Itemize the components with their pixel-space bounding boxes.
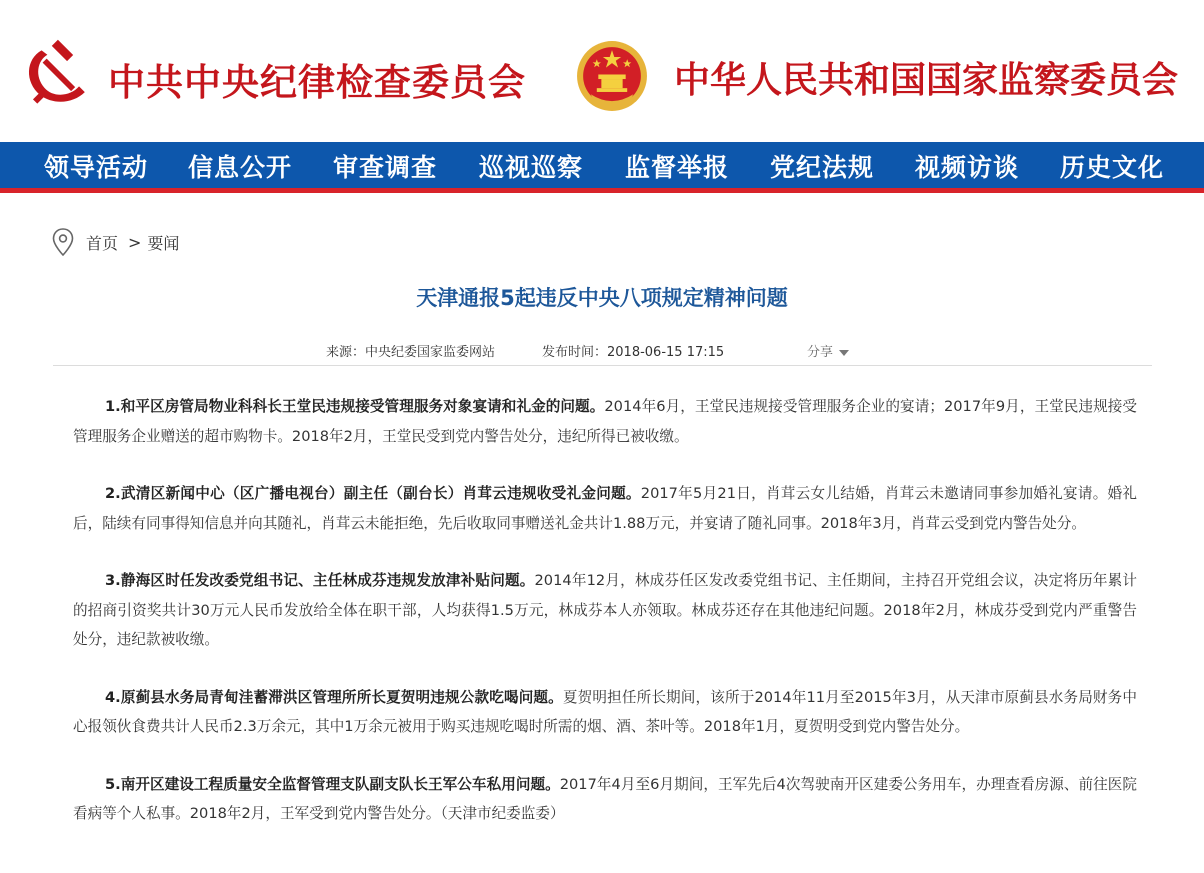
site-header (0, 0, 1204, 142)
breadcrumb-current-link[interactable]: 要闻 (147, 233, 180, 253)
header-title-left: 中共中央纪律检查委员会 (108, 60, 526, 104)
nav-item-history-culture[interactable]: 历史文化 (1060, 153, 1165, 182)
paragraph-text: 2017年5月21日，肖茸云女儿结婚，肖茸云未邀请同事参加婚礼宴请。婚礼后，陆续有同事得知信息并向其随礼，肖茸云未能拒绝，先后收取同事赠送礼金共计1.88万元，并宴请了随礼同事。2018年3月，肖茸云受到党内警告处分。 (73, 485, 1138, 532)
nav-item-leadership[interactable]: 领导活动 (44, 153, 149, 182)
article-paragraph (73, 683, 1137, 742)
article-paragraph (73, 479, 1137, 538)
paragraph-heading: 4.原蓟县水务局青甸洼蓄滞洪区管理所所长夏贺明违规公款吃喝问题。 (105, 688, 563, 706)
nav-item-party-regulations[interactable]: 党纪法规 (770, 153, 875, 182)
nav-item-info-disclosure[interactable]: 信息公开 (188, 153, 293, 182)
article-source (326, 341, 495, 360)
paragraph-heading: 1.和平区房管局物业科科长王堂民违规接受管理服务对象宴请和礼金的问题。 (105, 398, 605, 415)
nav-item-review-investigation[interactable]: 审查调查 (333, 153, 438, 182)
nav-item-inspection[interactable]: 巡视巡察 (479, 153, 584, 182)
share-label: 分享 (807, 345, 834, 360)
article-title: 天津通报5起违反中央八项规定精神问题 (416, 286, 788, 310)
article-publish-time (542, 341, 724, 360)
hammer-sickle-icon (20, 36, 92, 108)
paragraph-heading: 2.武清区新闻中心（区广播电视台）副主任（副台长）肖茸云违规收受礼金问题。 (105, 485, 641, 502)
caret-down-icon (839, 350, 849, 356)
paragraph-heading: 3.静海区时任发改委党组书记、主任林成芬违规发放津补贴问题。 (105, 572, 535, 589)
paragraph-text: 2014年12月，林成芬任区发改委党组书记、主任期间，主持召开党组会议，决定将历年累计的招商引资奖共计30万元人民币发放给全体在职干部，人均获得1.5万元，林成芬本人亦领取。林成芬还存在其他违纪问题。2018年2月，林成芬受到党内严重警告处分，违纪款被收缴。 (73, 572, 1137, 648)
article-paragraph (73, 566, 1137, 655)
breadcrumb-home-link[interactable]: 首页 (86, 233, 119, 253)
location-pin-icon (52, 228, 74, 256)
nav-item-video-interviews[interactable]: 视频访谈 (915, 153, 1020, 182)
paragraph-text: 2017年4月至6月期间，王军先后4次驾驶南开区建委公务用车，办理查看房源、前往医院看病等个人私事。2018年2月，王军受到党内警告处分。（天津市纪委监委） (73, 775, 1138, 822)
paragraph-text: 2014年6月，王堂民违规接受管理服务企业的宴请；2017年9月，王堂民违规接受管理服务企业赠送的超市购物卡。2018年2月，王堂民受到党内警告处分，违纪所得已被收缴。 (73, 398, 1137, 445)
article-paragraph (73, 770, 1137, 829)
time-label: 发布时间： (542, 345, 608, 360)
paragraph-heading: 5.南开区建设工程质量安全监督管理支队副支队长王军公车私用问题。 (105, 775, 560, 793)
share-button[interactable] (807, 341, 849, 360)
source-label: 来源： (326, 345, 366, 360)
article-body (73, 392, 1137, 857)
paragraph-text: 夏贺明担任所长期间，该所于2014年11月至2015年3月，从天津市原蓟县水务局财务中心报领伙食费共计人民币2.3万余元，其中1万余元被用于购买违规吃喝时所需的烟、酒、茶叶等。2018年1月，夏贺明受到党内警告处分。 (73, 688, 1137, 735)
breadcrumb (52, 228, 179, 256)
national-emblem-icon (574, 38, 650, 114)
source-value: 中央纪委国家监委网站 (365, 345, 496, 360)
nav-item-supervision-report[interactable]: 监督举报 (625, 153, 730, 182)
article-paragraph (73, 392, 1137, 451)
header-title-right: 中华人民共和国国家监察委员会 (674, 59, 1179, 101)
title-divider (53, 365, 1152, 366)
breadcrumb-separator: > (128, 232, 142, 252)
main-nav (0, 142, 1204, 193)
time-value: 2018-06-15 17:15 (607, 345, 725, 360)
